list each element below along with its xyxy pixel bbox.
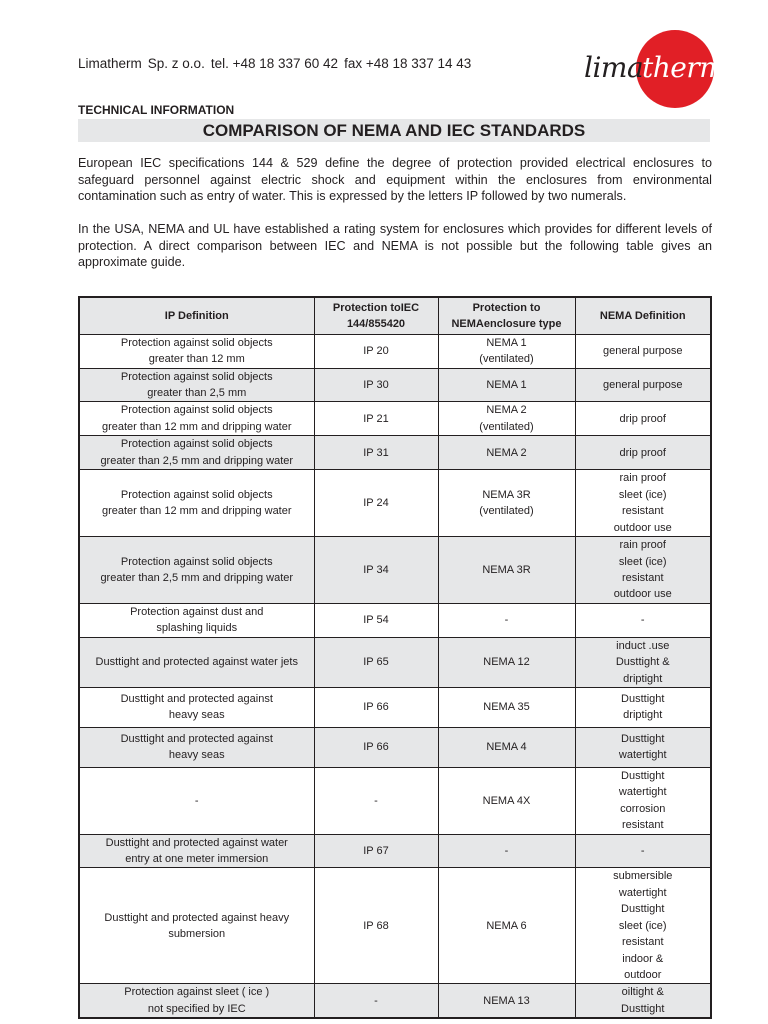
cell-iec-protection (314, 834, 438, 868)
cell-ip-definition (79, 727, 314, 767)
table-row (79, 334, 711, 368)
cell-iec-protection (314, 334, 438, 368)
cell-ip-definition-text: not specified by IEC (147, 1002, 246, 1015)
cell-nema-type-text: - (504, 614, 509, 627)
table-row (79, 637, 711, 687)
cell-nema-definition-text: induct .use (616, 639, 670, 652)
cell-nema-definition-text: Dusttight (621, 733, 665, 746)
table-row (79, 727, 711, 767)
cell-nema-definition (575, 402, 711, 436)
nema-iec-comparison-table (78, 296, 712, 1019)
cell-nema-definition-text: oiltight & (621, 986, 664, 999)
company-contact-line (78, 56, 471, 71)
cell-nema-type-text: (ventilated) (479, 420, 534, 433)
intro-paragraph-iec: European IEC specifications 144 & 529 define the degree of protection provided electrical enclosures to safeguard personnel against electric shock and equipment within the enclosures from environmental contamination such as entry of water. This is expressed by the letters IP followed by two numerals. (78, 156, 712, 204)
cell-iec-protection-text: IP 65 (363, 656, 389, 669)
cell-nema-definition-text: resistant (621, 936, 664, 949)
cell-nema-definition-text: general purpose (602, 344, 683, 357)
table-row (79, 470, 711, 537)
header-text: Protection to NEMA (451, 301, 541, 330)
cell-ip-definition-text: greater than 12 mm and dripping water (101, 420, 292, 433)
cell-ip-definition-text: Protection against solid objects (120, 555, 273, 568)
cell-ip-definition-text: Protection against solid objects (120, 336, 273, 349)
cell-nema-type (438, 334, 575, 368)
cell-ip-definition-text: Protection against solid objects (120, 488, 273, 501)
cell-nema-definition (575, 537, 711, 604)
cell-nema-definition-text: outdoor (624, 968, 662, 981)
cell-ip-definition-text: greater than 12 mm (148, 353, 245, 365)
cell-ip-definition (79, 537, 314, 604)
cell-ip-definition (79, 767, 314, 834)
cell-nema-definition-text: watertight (618, 749, 667, 762)
table-row (79, 603, 711, 637)
company-legal-form: Sp. z o.o. (147, 56, 205, 71)
header-text: Protection to (332, 301, 401, 314)
cell-iec-protection-text: IP 30 (363, 378, 389, 391)
cell-ip-definition-text: Dusttight and protected against heavy (104, 911, 290, 924)
cell-ip-definition-text: - (194, 794, 199, 807)
table-row (79, 984, 711, 1018)
cell-nema-definition-text: indoor & (622, 952, 664, 965)
cell-iec-protection (314, 603, 438, 637)
cell-ip-definition-text: Protection against dust and (130, 605, 264, 618)
cell-nema-definition-text: watertight (618, 886, 667, 899)
cell-nema-type-text: NEMA 2 (486, 446, 527, 459)
header-protection-nema (438, 297, 575, 334)
cell-ip-definition-text: Dusttight and protected against (120, 693, 273, 706)
cell-ip-definition (79, 637, 314, 687)
cell-nema-definition-text: Dusttight (621, 693, 665, 706)
cell-nema-type (438, 603, 575, 637)
cell-ip-definition (79, 436, 314, 470)
cell-nema-type (438, 834, 575, 868)
cell-nema-definition (575, 984, 711, 1018)
cell-iec-protection-text: IP 20 (363, 344, 389, 357)
cell-nema-definition (575, 834, 711, 868)
header-text: IEC 144/855420 (346, 301, 420, 330)
cell-ip-definition (79, 470, 314, 537)
cell-nema-type-text: (ventilated) (479, 353, 534, 365)
cell-nema-definition-text: Dusttight (621, 769, 665, 782)
cell-nema-type-text: NEMA 6 (486, 919, 527, 932)
cell-iec-protection (314, 687, 438, 727)
cell-ip-definition-text: greater than 2,5 mm (147, 386, 247, 399)
cell-iec-protection (314, 470, 438, 537)
limatherm-logo (584, 30, 726, 116)
cell-nema-definition (575, 470, 711, 537)
cell-ip-definition-text: Protection against solid objects (120, 438, 273, 451)
cell-nema-type-text: NEMA 12 (483, 656, 530, 669)
header-text: enclosure type (483, 317, 562, 330)
cell-nema-type-text: NEMA 4 (486, 741, 527, 754)
cell-nema-type (438, 470, 575, 537)
table-row (79, 687, 711, 727)
cell-nema-definition-text: drip proof (619, 446, 666, 459)
cell-nema-type-text: NEMA 35 (483, 701, 530, 714)
cell-nema-definition (575, 603, 711, 637)
cell-nema-definition-text: rain proof (619, 539, 666, 552)
cell-nema-definition-text: sleet (ice) (618, 919, 667, 932)
logo-text-lima: lima (584, 51, 644, 84)
cell-nema-type (438, 537, 575, 604)
cell-iec-protection (314, 767, 438, 834)
cell-nema-type (438, 402, 575, 436)
cell-nema-definition (575, 868, 711, 984)
cell-nema-definition-text: Dusttight (621, 1002, 665, 1015)
cell-nema-definition-text: - (640, 844, 645, 857)
cell-iec-protection-text: IP 66 (363, 701, 389, 714)
cell-nema-type-text: NEMA 3R (482, 488, 531, 501)
cell-ip-definition-text: heavy seas (168, 749, 225, 762)
cell-nema-type-text: - (504, 844, 509, 857)
cell-nema-definition (575, 436, 711, 470)
cell-ip-definition (79, 334, 314, 368)
cell-ip-definition-text: submersion (168, 927, 226, 940)
cell-nema-definition-text: general purpose (602, 378, 683, 391)
cell-nema-type (438, 436, 575, 470)
cell-ip-definition (79, 687, 314, 727)
cell-nema-type-text: NEMA 2 (486, 404, 527, 417)
cell-nema-type-text: NEMA 3R (482, 563, 531, 576)
table-header-row (79, 297, 711, 334)
cell-iec-protection (314, 368, 438, 402)
cell-nema-definition (575, 368, 711, 402)
cell-nema-type-text: NEMA 1 (486, 378, 527, 391)
cell-nema-definition-text: outdoor use (613, 521, 672, 534)
cell-nema-type (438, 984, 575, 1018)
cell-nema-type (438, 868, 575, 984)
cell-iec-protection-text: IP 21 (363, 412, 389, 425)
cell-ip-definition (79, 868, 314, 984)
cell-ip-definition-text: Protection against sleet ( ice ) (124, 986, 270, 999)
logo-text-therm: therm (642, 51, 726, 84)
cell-nema-definition (575, 334, 711, 368)
section-label: TECHNICAL INFORMATION (78, 103, 235, 117)
cell-nema-type (438, 727, 575, 767)
header-text: IP Definition (164, 309, 229, 322)
cell-nema-definition-text: resistant (621, 571, 664, 584)
cell-nema-definition-text: rain proof (619, 472, 666, 485)
cell-nema-definition (575, 767, 711, 834)
cell-nema-definition-text: driptight (623, 709, 663, 722)
table-body (79, 334, 711, 1018)
cell-ip-definition-text: greater than 2,5 mm and dripping water (100, 571, 294, 584)
table-row (79, 368, 711, 402)
header-nema-definition (575, 297, 711, 334)
cell-nema-type-text: (ventilated) (479, 505, 534, 518)
cell-iec-protection (314, 637, 438, 687)
cell-iec-protection-text: IP 31 (363, 446, 389, 459)
cell-nema-definition-text: - (640, 614, 645, 627)
cell-nema-definition-text: resistant (621, 819, 664, 832)
cell-nema-type-text: NEMA 4X (482, 794, 531, 807)
cell-ip-definition-text: greater than 2,5 mm and dripping water (100, 454, 294, 467)
cell-ip-definition-text: Protection against solid objects (120, 370, 273, 383)
cell-ip-definition-text: Dusttight and protected against water (105, 836, 288, 849)
cell-nema-definition-text: drip proof (619, 412, 666, 425)
cell-nema-type (438, 767, 575, 834)
cell-iec-protection-text: IP 66 (363, 741, 389, 754)
header-text: NEMA Definition (599, 309, 686, 322)
table-row (79, 537, 711, 604)
cell-ip-definition-text: greater than 12 mm and dripping water (101, 505, 292, 518)
header-ip-definition (79, 297, 314, 334)
cell-iec-protection (314, 402, 438, 436)
cell-nema-type (438, 637, 575, 687)
company-fax: fax +48 18 337 14 43 (344, 56, 472, 71)
page-title: COMPARISON OF NEMA AND IEC STANDARDS (78, 119, 710, 142)
table-row (79, 402, 711, 436)
cell-ip-definition (79, 402, 314, 436)
cell-iec-protection (314, 727, 438, 767)
cell-nema-definition-text: driptight (623, 672, 663, 685)
cell-ip-definition (79, 984, 314, 1018)
cell-nema-definition-text: resistant (621, 505, 664, 518)
cell-ip-definition (79, 368, 314, 402)
cell-iec-protection (314, 436, 438, 470)
table-row (79, 868, 711, 984)
cell-nema-definition-text: Dusttight & (615, 656, 670, 669)
company-phone: tel. +48 18 337 60 42 (210, 56, 339, 71)
cell-ip-definition-text: heavy seas (168, 709, 225, 722)
cell-iec-protection-text: IP 24 (363, 496, 389, 509)
cell-iec-protection-text: IP 67 (363, 844, 389, 857)
cell-ip-definition-text: splashing liquids (156, 622, 238, 635)
cell-nema-definition-text: corrosion (620, 802, 666, 815)
cell-ip-definition (79, 603, 314, 637)
cell-ip-definition-text: Protection against solid objects (120, 404, 273, 417)
table-row (79, 767, 711, 834)
table-row (79, 834, 711, 868)
cell-iec-protection-text: IP 54 (363, 614, 389, 627)
cell-nema-type-text: NEMA 13 (483, 994, 530, 1007)
cell-ip-definition-text: Dusttight and protected against water jets (95, 656, 298, 669)
cell-nema-definition (575, 727, 711, 767)
cell-nema-definition-text: outdoor use (613, 588, 672, 601)
cell-iec-protection (314, 537, 438, 604)
cell-iec-protection-text: - (374, 794, 378, 807)
cell-nema-definition-text: watertight (618, 786, 667, 799)
company-name: Limatherm (78, 56, 142, 71)
cell-nema-type (438, 368, 575, 402)
cell-nema-definition-text: sleet (ice) (618, 488, 667, 501)
cell-iec-protection-text: IP 68 (363, 919, 389, 932)
table-row (79, 436, 711, 470)
header-protection-iec (314, 297, 438, 334)
cell-iec-protection-text: - (374, 994, 378, 1007)
cell-nema-definition-text: sleet (ice) (618, 555, 667, 568)
cell-nema-type-text: NEMA 1 (486, 336, 527, 349)
cell-iec-protection-text: IP 34 (363, 563, 389, 576)
cell-ip-definition-text: Dusttight and protected against (120, 733, 273, 746)
intro-paragraph-nema: In the USA, NEMA and UL have established a rating system for enclosures which provides for different levels of protection. A direct comparison between IEC and NEMA is not possible but the following table gives an approximate guide. (78, 222, 712, 270)
cell-ip-definition (79, 834, 314, 868)
cell-iec-protection (314, 868, 438, 984)
cell-iec-protection (314, 984, 438, 1018)
cell-nema-definition (575, 637, 711, 687)
cell-nema-definition-text: Dusttight (621, 903, 665, 916)
cell-nema-type (438, 687, 575, 727)
cell-ip-definition-text: entry at one meter immersion (125, 853, 269, 865)
cell-nema-definition-text: submersible (613, 870, 673, 883)
cell-nema-definition (575, 687, 711, 727)
